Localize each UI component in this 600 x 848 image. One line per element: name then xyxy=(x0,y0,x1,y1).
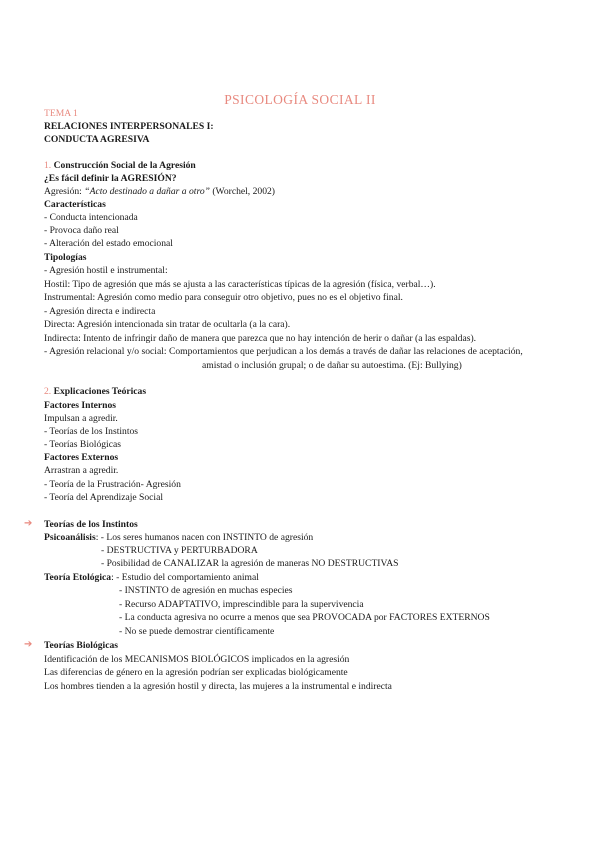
characteristics-title: Características xyxy=(44,199,106,210)
definition-question: ¿Es fácil definir la AGRESIÓN? xyxy=(44,173,177,184)
biological-line: Identificación de los MECANISMOS BIOLÓGICOS implicados en la agresión xyxy=(44,654,350,665)
aggression-definition xyxy=(44,186,275,198)
section-2-number: 2. xyxy=(44,386,52,397)
psychoanalysis-item: - Posibilidad de CANALIZAR la agresión de maneras NO DESTRUCTIVAS xyxy=(101,558,399,569)
list-item: Impulsan a agredir. xyxy=(44,413,118,424)
typology-line: Hostil: Tipo de agresión que más se ajusta a las características típicas de la agresión (física, verbal…). xyxy=(44,279,436,290)
arrow-bullet-icon: ➔ xyxy=(24,639,33,650)
ethological-line xyxy=(44,572,259,584)
psychoanalysis-text: : - Los seres humanos nacen con INSTINTO de agresión xyxy=(95,532,314,543)
topic-heading-2: CONDUCTA AGRESIVA xyxy=(44,134,150,145)
ethological-text: : - Estudio del comportamiento animal xyxy=(111,572,259,583)
typology-line-continued: amistad o inclusión grupal; o de dañar su autoestima. (Ej: Bullying) xyxy=(202,360,462,371)
biological-line: Las diferencias de género en la agresión podrían ser explicadas biológicamente xyxy=(44,667,348,678)
section-2-title: Explicaciones Teóricas xyxy=(53,386,147,397)
section-1-title: Construcción Social de la Agresión xyxy=(53,160,196,171)
tema-label: TEMA 1 xyxy=(44,108,78,119)
biological-title: Teorías Biológicas xyxy=(44,640,118,651)
psychoanalysis-line xyxy=(44,532,313,544)
list-item: - Teorías Biológicas xyxy=(44,439,121,450)
typology-line: - Agresión directa e indirecta xyxy=(44,306,156,317)
section-1-heading xyxy=(44,160,196,172)
topic-heading-1: RELACIONES INTERPERSONALES I: xyxy=(44,121,214,132)
definition-citation: (Worchel, 2002) xyxy=(209,186,275,197)
list-item: - Provoca daño real xyxy=(44,225,119,236)
section-1-number: 1. xyxy=(44,160,52,171)
list-item: - Teoría de la Frustración- Agresión xyxy=(44,479,181,490)
list-item: - Teoría del Aprendizaje Social xyxy=(44,492,164,503)
external-factors-title: Factores Externos xyxy=(44,452,119,463)
typologies-title: Tipologías xyxy=(44,252,87,263)
ethological-item: - No se puede demostrar científicamente xyxy=(119,626,275,637)
definition-quote: “Acto destinado a dañar a otro” xyxy=(84,186,210,197)
instincts-title: Teorías de los Instintos xyxy=(44,519,138,530)
typology-line: - Agresión relacional y/o social: Comportamientos que perjudican a los demás a través de dañar las relaciones de aceptación, xyxy=(44,346,523,357)
list-item: - Alteración del estado emocional xyxy=(44,238,173,249)
ethological-item: - INSTINTO de agresión en muchas especies xyxy=(119,585,293,596)
typology-line: - Agresión hostil e instrumental: xyxy=(44,265,168,276)
list-item: - Conducta intencionada xyxy=(44,212,138,223)
ethological-item: - Recurso ADAPTATIVO, imprescindible para la supervivencia xyxy=(119,599,364,610)
internal-factors-title: Factores Internos xyxy=(44,400,117,411)
list-item: Arrastran a agredir. xyxy=(44,465,119,476)
typology-line: Instrumental: Agresión como medio para conseguir otro objetivo, pues no es el objetivo final. xyxy=(44,292,403,303)
typology-line: Directa: Agresión intencionada sin tratar de ocultarla (a la cara). xyxy=(44,319,291,330)
biological-line: Los hombres tienden a la agresión hostil y directa, las mujeres a la instrumental e indirecta xyxy=(44,681,392,692)
document-title: PSICOLOGÍA SOCIAL II xyxy=(224,92,376,107)
typology-line: Indirecta: Intento de infringir daño de manera que parezca que no hay intención de herir o dañar (a las espaldas). xyxy=(44,333,477,344)
ethological-label: Teoría Etológica xyxy=(44,572,112,583)
section-2-heading xyxy=(44,386,146,398)
definition-label: Agresión: xyxy=(44,186,85,197)
list-item: - Teorías de los Instintos xyxy=(44,426,139,437)
psychoanalysis-label: Psicoanálisis xyxy=(44,532,96,543)
arrow-bullet-icon: ➔ xyxy=(24,518,33,529)
psychoanalysis-item: - DESTRUCTIVA y PERTURBADORA xyxy=(101,545,258,556)
ethological-item: - La conducta agresiva no ocurre a menos que sea PROVOCADA por FACTORES EXTERNOS xyxy=(119,612,490,623)
